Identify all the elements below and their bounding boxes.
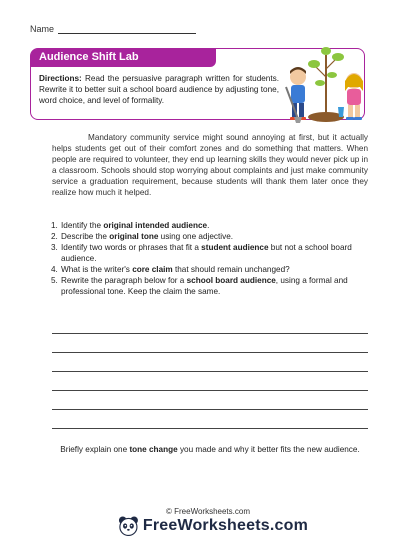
question-text: Identify two words or phrases that fit a bbox=[61, 243, 202, 252]
question-keyword: original tone bbox=[109, 232, 159, 241]
site-logo bbox=[118, 514, 308, 538]
question-text: What is the writer's bbox=[61, 265, 133, 274]
worksheet-title: Audience Shift Lab bbox=[31, 49, 216, 67]
question-text: using one adjective. bbox=[158, 232, 234, 241]
question-keyword: original intended audience bbox=[103, 221, 208, 230]
question-keyword: student audience bbox=[201, 243, 269, 252]
kids-planting-tree-icon bbox=[268, 37, 378, 127]
prompt-text: Briefly explain one bbox=[60, 445, 130, 454]
question-item bbox=[52, 220, 368, 231]
question-text: that should remain unchanged? bbox=[172, 265, 290, 274]
answer-line[interactable] bbox=[52, 391, 368, 410]
answer-lines bbox=[52, 315, 368, 429]
question-text: Rewrite the paragraph below for a bbox=[61, 276, 187, 285]
answer-line[interactable] bbox=[52, 315, 368, 334]
question-text: Identify the bbox=[61, 221, 104, 230]
question-text: . bbox=[207, 221, 210, 230]
name-field bbox=[30, 24, 196, 34]
directions-label: Directions: bbox=[39, 74, 82, 83]
directions-text bbox=[39, 73, 279, 106]
directions-body: Read the persuasive paragraph written for students. Rewrite it to better suit a school board audience by adjusting tone, word choice, and level of formality. bbox=[39, 74, 279, 105]
answer-line[interactable] bbox=[52, 372, 368, 391]
question-keyword: school board audience bbox=[186, 276, 276, 285]
question-number: 1. bbox=[51, 221, 58, 230]
question-item bbox=[52, 275, 368, 297]
prompt-keyword: tone change bbox=[129, 445, 178, 454]
question-list bbox=[52, 220, 368, 297]
question-number: 4. bbox=[51, 265, 58, 274]
footer-copyright: © FreeWorksheets.com bbox=[166, 507, 250, 516]
question-number: 2. bbox=[51, 232, 58, 241]
question-text: but not a school board audience. bbox=[61, 243, 352, 263]
question-item bbox=[52, 231, 368, 242]
persuasive-paragraph: Mandatory community service might sound annoying at first, but it actually helps students get out of their comfort zones and do something that matters. When people are required to volunteer, they end up learning skills they would never pick up in a classroom. Schools should stop worrying about complaints and just make community service a graduation requirement, because students will thank them later once they realize how much it helped. bbox=[52, 133, 368, 197]
name-line[interactable] bbox=[58, 25, 196, 34]
question-number: 5. bbox=[51, 276, 58, 285]
question-item bbox=[52, 264, 368, 275]
question-keyword: core claim bbox=[132, 265, 173, 274]
answer-line[interactable] bbox=[52, 353, 368, 372]
question-text: , using a formal and professional tone. Keep the claim the same. bbox=[61, 276, 348, 296]
question-item bbox=[52, 242, 368, 264]
question-number: 3. bbox=[51, 243, 58, 252]
answer-line[interactable] bbox=[52, 334, 368, 353]
answer-line[interactable] bbox=[52, 410, 368, 429]
question-text: Describe the bbox=[61, 232, 110, 241]
name-label: Name bbox=[30, 24, 55, 34]
logo-text: FreeWorksheets.com bbox=[142, 517, 308, 534]
prompt-text: you made and why it better fits the new audience. bbox=[177, 445, 360, 454]
reflection-prompt bbox=[52, 444, 368, 455]
panda-icon bbox=[118, 515, 139, 537]
